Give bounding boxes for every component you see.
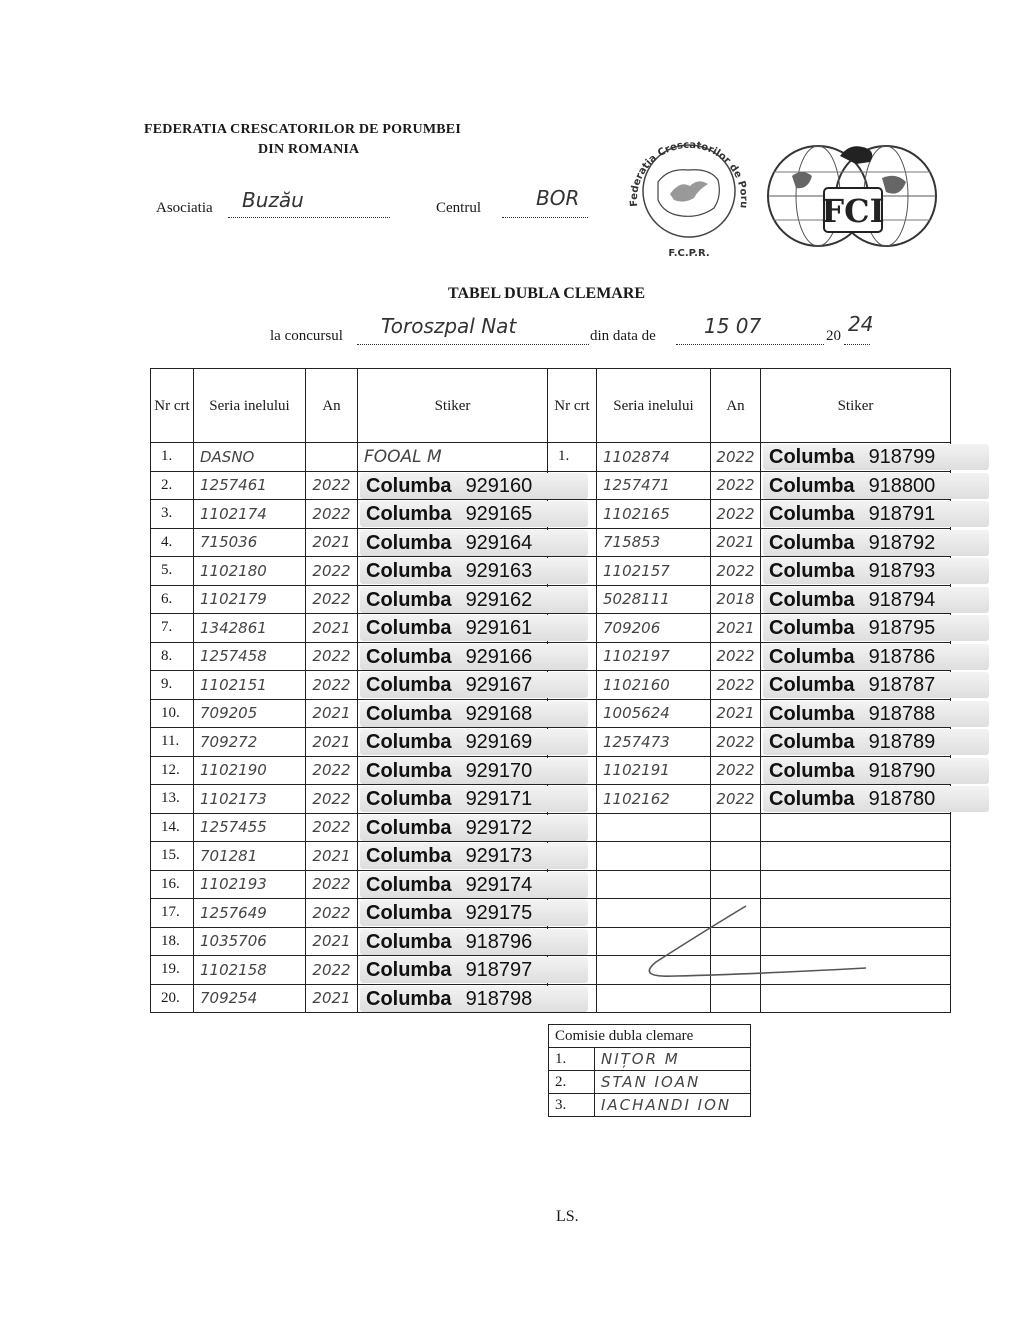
row-nr-left: 13. (151, 785, 194, 814)
row-nr-left: 16. (151, 870, 194, 899)
ring-series-left: 1102180 (194, 557, 306, 586)
columba-sticker (763, 444, 989, 470)
sticker-cell-left (358, 899, 548, 928)
sticker-brand: Columba (769, 674, 855, 696)
columba-sticker (763, 672, 989, 698)
columba-sticker (763, 587, 989, 613)
row-nr-left: 20. (151, 984, 194, 1013)
sticker-cell-right (761, 785, 951, 814)
sticker-brand: Columba (366, 873, 452, 896)
ring-year-left: 2022 (306, 585, 358, 614)
ring-series-right: 1257471 (597, 471, 711, 500)
sticker-brand: Columba (769, 474, 855, 497)
row-nr-left: 18. (151, 927, 194, 956)
sticker-code: 929170 (465, 759, 533, 782)
commission-title: Comisie dubla clemare (549, 1025, 751, 1048)
sticker-cell-left (358, 728, 548, 757)
columba-sticker (763, 729, 989, 755)
ring-year-left: 2021 (306, 984, 358, 1013)
table-row (151, 471, 951, 500)
ring-series-right: 1102160 (597, 671, 711, 700)
columba-sticker (360, 473, 588, 499)
ring-series-right: 1257473 (597, 728, 711, 757)
sticker-brand: Columba (366, 531, 452, 554)
header-stiker-left: Stiker (358, 369, 548, 443)
row-nr-left: 15. (151, 842, 194, 871)
ring-year-left: 2022 (306, 756, 358, 785)
sticker-cell-left (358, 842, 548, 871)
sticker-cell-right (761, 699, 951, 728)
ring-series-right (597, 813, 711, 842)
sticker-code: 929165 (465, 503, 533, 525)
sticker-brand: Columba (769, 446, 855, 468)
sticker-brand: Columba (366, 617, 452, 639)
ring-year-left: 2022 (306, 500, 358, 529)
ring-series-left: 1257461 (194, 471, 306, 500)
columba-sticker (360, 530, 588, 556)
sticker-cell-right (761, 870, 951, 899)
federation-name-line1: FEDERATIA CRESCATORILOR DE PORUMBEI (144, 122, 461, 137)
commission-member-1: NIȚOR M (595, 1048, 751, 1071)
sticker-cell-right (761, 528, 951, 557)
sticker-cell-right (761, 728, 951, 757)
asociatia-label: Asociatia (156, 200, 213, 216)
header-nr-right: Nr crt (548, 369, 597, 443)
sticker-brand: Columba (769, 588, 855, 611)
ring-series-left: 1102173 (194, 785, 306, 814)
sticker-cell-right (761, 756, 951, 785)
commission-nr-2: 2. (549, 1071, 595, 1094)
ring-series-left: 709205 (194, 699, 306, 728)
date-label: din data de (590, 328, 656, 344)
table-row (151, 500, 951, 529)
ring-year-left: 2022 (306, 785, 358, 814)
fcpr-logo (618, 120, 760, 262)
table-row (151, 842, 951, 871)
sticker-cell-left (358, 528, 548, 557)
sticker-cell-left (358, 443, 548, 472)
table-row (151, 614, 951, 643)
columba-sticker (763, 558, 989, 584)
header-an-left: An (306, 369, 358, 443)
ring-series-left: 1257455 (194, 813, 306, 842)
sticker-cell-left (358, 585, 548, 614)
sticker-brand: Columba (366, 959, 452, 981)
columba-sticker (360, 986, 588, 1012)
sticker-brand: Columba (366, 674, 452, 696)
sticker-brand: Columba (769, 645, 855, 668)
sticker-brand: Columba (366, 816, 452, 839)
ring-series-left: 1342861 (194, 614, 306, 643)
columba-sticker (360, 615, 588, 641)
sticker-code: 929174 (465, 873, 533, 896)
ring-series-left: 709254 (194, 984, 306, 1013)
row-nr-left: 17. (151, 899, 194, 928)
ring-year-right: 2021 (711, 699, 761, 728)
ring-year-left: 2022 (306, 642, 358, 671)
ring-year-right (711, 870, 761, 899)
columba-sticker (360, 900, 588, 926)
sticker-cell-left (358, 699, 548, 728)
ring-series-right: 715853 (597, 528, 711, 557)
ring-year-left: 2021 (306, 699, 358, 728)
columba-sticker (763, 786, 989, 812)
columba-sticker (763, 615, 989, 641)
row-nr-left: 9. (151, 671, 194, 700)
ring-series-right: 1102874 (597, 443, 711, 472)
sticker-code: 918790 (868, 759, 936, 782)
columba-sticker (360, 872, 588, 898)
ring-year-right: 2022 (711, 443, 761, 472)
sticker-code: 929169 (465, 731, 533, 753)
sticker-cell-left (358, 756, 548, 785)
sticker-code: 918796 (465, 930, 533, 953)
sticker-code: 918799 (868, 446, 936, 468)
ring-series-right (597, 870, 711, 899)
contest-value: Toroszpal Nat (381, 314, 517, 338)
sticker-cell-left (358, 557, 548, 586)
row-nr-left: 7. (151, 614, 194, 643)
sticker-cell-right (761, 471, 951, 500)
sticker-brand: Columba (366, 788, 452, 810)
sticker-code: 929167 (465, 674, 533, 696)
sticker-brand: Columba (769, 788, 855, 810)
columba-sticker (360, 957, 588, 983)
sticker-cell-right (761, 614, 951, 643)
columba-sticker (360, 587, 588, 613)
ring-series-left: 1257649 (194, 899, 306, 928)
sticker-brand: Columba (366, 902, 452, 924)
ring-series-left: 1102190 (194, 756, 306, 785)
sticker-brand: Columba (366, 645, 452, 668)
ring-series-right: 1102165 (597, 500, 711, 529)
ring-series-left: 1102174 (194, 500, 306, 529)
sticker-cell-left (358, 614, 548, 643)
sticker-code: 918795 (868, 617, 936, 639)
ring-series-left: 1102158 (194, 956, 306, 985)
header-nr-left: Nr crt (151, 369, 194, 443)
ring-series-right: 709206 (597, 614, 711, 643)
sticker-brand: Columba (769, 702, 855, 725)
ring-series-left: 1102193 (194, 870, 306, 899)
ring-series-right: 1102157 (597, 557, 711, 586)
sticker-brand: Columba (769, 731, 855, 753)
ring-series-left: 709272 (194, 728, 306, 757)
ring-year-right: 2022 (711, 557, 761, 586)
sticker-brand: Columba (769, 531, 855, 554)
row-nr-left: 11. (151, 728, 194, 757)
row-nr-left: 19. (151, 956, 194, 985)
ring-year-left: 2022 (306, 671, 358, 700)
table-row (151, 870, 951, 899)
columba-sticker (360, 758, 588, 784)
sticker-code: 918789 (868, 731, 936, 753)
sticker-brand: Columba (769, 560, 855, 582)
ring-year-right: 2022 (711, 785, 761, 814)
table-row (151, 642, 951, 671)
table-row (151, 813, 951, 842)
header-seria-right: Seria inelului (597, 369, 711, 443)
sticker-cell-left (358, 870, 548, 899)
ring-year-left: 2022 (306, 813, 358, 842)
ring-series-right: 5028111 (597, 585, 711, 614)
sticker-cell-right (761, 500, 951, 529)
ring-year-left: 2021 (306, 927, 358, 956)
empty-rows-strike-mark (596, 900, 896, 990)
fcpr-ring-text: Federatia Crescatorilor de Poru (628, 139, 750, 209)
row-nr-left: 12. (151, 756, 194, 785)
sticker-code: 918788 (868, 702, 936, 725)
sticker-brand: Columba (366, 588, 452, 611)
federation-name-line2: DIN ROMANIA (258, 142, 360, 157)
sticker-brand: Columba (366, 560, 452, 582)
sticker-cell-left (358, 984, 548, 1013)
columba-sticker (360, 672, 588, 698)
row-nr-left: 8. (151, 642, 194, 671)
sticker-cell-left (358, 642, 548, 671)
sticker-code: 918787 (868, 674, 936, 696)
year-prefix: 20 (826, 328, 841, 344)
sticker-code: 929163 (465, 560, 533, 582)
centrul-label: Centrul (436, 200, 481, 216)
year-suffix: 24 (848, 312, 874, 336)
sticker-cell-right (761, 842, 951, 871)
commission-table (548, 1024, 751, 1117)
commission-nr-3: 3. (549, 1094, 595, 1117)
sticker-brand: Columba (366, 731, 452, 753)
table-row (151, 785, 951, 814)
row-nr-right: 1. (548, 443, 597, 472)
fci-initials: FCI (821, 192, 885, 230)
sticker-cell-left (358, 785, 548, 814)
sticker-code: 929162 (465, 588, 533, 611)
date-field (676, 314, 824, 345)
ring-series-left: DASNO (194, 443, 306, 472)
sticker-cell-left (358, 500, 548, 529)
sticker-brand: Columba (769, 617, 855, 639)
ring-year-left (306, 443, 358, 472)
ring-series-left: 1257458 (194, 642, 306, 671)
ring-series-left: 1102179 (194, 585, 306, 614)
ls-seal-placeholder: LS. (556, 1208, 579, 1225)
sticker-code: 929173 (465, 845, 533, 867)
sticker-cell-right (761, 557, 951, 586)
contest-label: la concursul (270, 328, 343, 344)
table-row (151, 528, 951, 557)
row-nr-left: 2. (151, 471, 194, 500)
header-seria-left: Seria inelului (194, 369, 306, 443)
ring-series-left: 1035706 (194, 927, 306, 956)
sticker-cell-left (358, 471, 548, 500)
sticker-code: 929166 (465, 645, 533, 668)
sticker-cell-right (761, 642, 951, 671)
centrul-value: BOR (536, 186, 580, 210)
ring-year-right: 2018 (711, 585, 761, 614)
row-nr-left: 10. (151, 699, 194, 728)
sticker-brand: Columba (366, 474, 452, 497)
table-row (151, 443, 951, 472)
centrul-field (502, 186, 588, 218)
columba-sticker (360, 815, 588, 841)
columba-sticker (763, 701, 989, 727)
fci-globe-logo (762, 126, 942, 252)
row-nr-left: 14. (151, 813, 194, 842)
ring-year-left: 2021 (306, 614, 358, 643)
sticker-code: 929171 (465, 788, 533, 810)
commission-nr-1: 1. (549, 1048, 595, 1071)
sticker-code: 929175 (465, 902, 533, 924)
columba-sticker (360, 501, 588, 527)
header-an-right: An (711, 369, 761, 443)
ring-year-left: 2021 (306, 728, 358, 757)
sticker-cell-right (761, 671, 951, 700)
columba-sticker (360, 644, 588, 670)
sticker-code: 918797 (465, 959, 533, 981)
ring-series-left: 1102151 (194, 671, 306, 700)
ring-year-left: 2022 (306, 471, 358, 500)
table-row (151, 728, 951, 757)
columba-sticker (360, 929, 588, 955)
ring-series-right: 1005624 (597, 699, 711, 728)
sticker-code: 929161 (465, 617, 533, 639)
sticker-cell-right (761, 813, 951, 842)
sticker-code: 918800 (868, 474, 936, 497)
ring-year-left: 2022 (306, 870, 358, 899)
commission-member-3: IACHANDI ION (595, 1094, 751, 1117)
ring-year-right: 2021 (711, 614, 761, 643)
sticker-brand: Columba (366, 702, 452, 725)
ring-series-left: 715036 (194, 528, 306, 557)
table-row (151, 671, 951, 700)
ring-year-right: 2021 (711, 528, 761, 557)
sticker-code: 918780 (868, 788, 936, 810)
row-nr-left: 3. (151, 500, 194, 529)
ring-series-left: 701281 (194, 842, 306, 871)
sticker-code: 929160 (465, 474, 533, 497)
table-row (151, 756, 951, 785)
sticker-brand: Columba (366, 930, 452, 953)
page-title: TABEL DUBLA CLEMARE (448, 285, 646, 302)
sticker-code: 929164 (465, 531, 533, 554)
sticker-brand: Columba (366, 759, 452, 782)
row-nr-left: 4. (151, 528, 194, 557)
header-stiker-right: Stiker (761, 369, 951, 443)
ring-year-left: 2021 (306, 842, 358, 871)
sticker-code: 918791 (868, 503, 936, 525)
columba-sticker (360, 558, 588, 584)
ring-year-left: 2022 (306, 899, 358, 928)
sticker-brand: Columba (769, 503, 855, 525)
columba-sticker (763, 758, 989, 784)
sticker-code: 918792 (868, 531, 936, 554)
columba-sticker (360, 729, 588, 755)
sticker-brand: Columba (366, 987, 452, 1010)
asociatia-field (228, 188, 390, 218)
fcpr-abbrev: F.C.P.R. (668, 248, 710, 259)
ring-year-right: 2022 (711, 500, 761, 529)
ring-year-left: 2021 (306, 528, 358, 557)
ring-year-right (711, 842, 761, 871)
sticker-cell-left (358, 813, 548, 842)
date-value: 15 07 (704, 314, 762, 338)
sticker-cell-right (761, 443, 951, 472)
handwritten-stiker-note: FOOAL M (364, 446, 442, 467)
commission-member-2: STAN IOAN (595, 1071, 751, 1094)
ring-series-right: 1102197 (597, 642, 711, 671)
columba-sticker (763, 530, 989, 556)
row-nr-left: 1. (151, 443, 194, 472)
columba-sticker (763, 644, 989, 670)
year-field (844, 312, 874, 345)
table-row (151, 557, 951, 586)
contest-field (357, 314, 589, 345)
sticker-brand: Columba (366, 503, 452, 525)
ring-series-right: 1102191 (597, 756, 711, 785)
columba-sticker (763, 501, 989, 527)
sticker-cell-left (358, 671, 548, 700)
ring-series-right (597, 842, 711, 871)
sticker-brand: Columba (769, 759, 855, 782)
ring-year-right (711, 813, 761, 842)
columba-sticker (360, 786, 588, 812)
sticker-code: 929172 (465, 816, 533, 839)
columba-sticker (360, 843, 588, 869)
sticker-code: 918793 (868, 560, 936, 582)
sticker-code: 918786 (868, 645, 936, 668)
asociatia-value: Buzău (242, 188, 304, 212)
table-header-row (151, 369, 951, 443)
table-row (151, 585, 951, 614)
sticker-cell-left (358, 956, 548, 985)
sticker-code: 918798 (465, 987, 533, 1010)
table-row (151, 699, 951, 728)
sticker-cell-left (358, 927, 548, 956)
sticker-code: 918794 (868, 588, 936, 611)
sticker-brand: Columba (366, 845, 452, 867)
ring-year-right: 2022 (711, 756, 761, 785)
row-nr-left: 5. (151, 557, 194, 586)
ring-year-right: 2022 (711, 642, 761, 671)
ring-year-left: 2022 (306, 557, 358, 586)
columba-sticker (763, 473, 989, 499)
ring-series-right: 1102162 (597, 785, 711, 814)
columba-sticker (360, 701, 588, 727)
ring-year-right: 2022 (711, 671, 761, 700)
row-nr-left: 6. (151, 585, 194, 614)
ring-year-right: 2022 (711, 471, 761, 500)
sticker-code: 929168 (465, 702, 533, 725)
sticker-cell-right (761, 585, 951, 614)
ring-year-right: 2022 (711, 728, 761, 757)
ring-year-left: 2022 (306, 956, 358, 985)
